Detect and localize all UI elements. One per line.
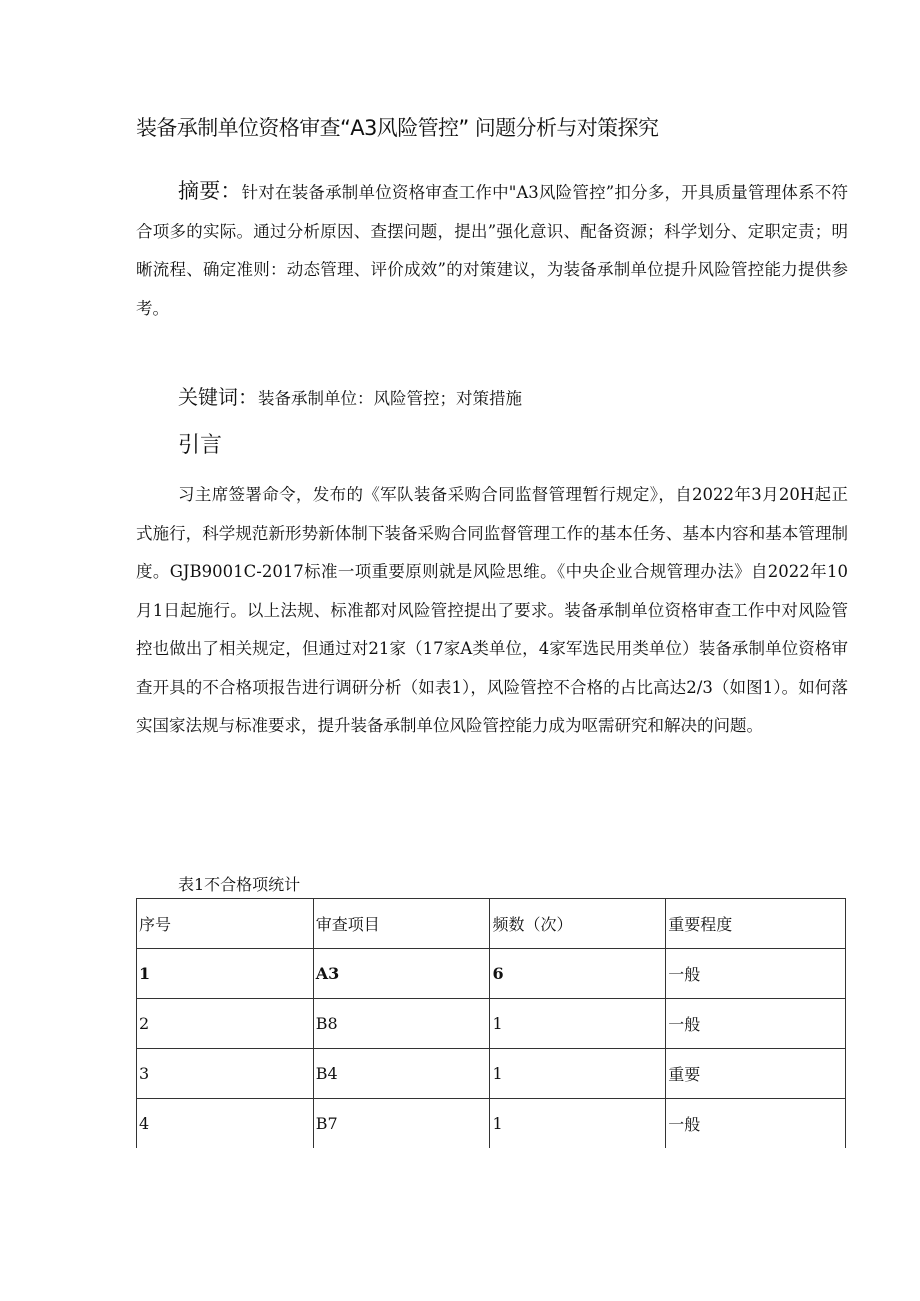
- table-caption: 表1不合格项统计: [178, 875, 301, 894]
- intro-paragraph: 习主席签署命令，发布的《军队装备采购合同监督管理暂行规定》，自2022年3月20H起正式施行，科学规范新形势新体制下装备采购合同监督管理工作的基本任务、基本内容和基本管理制度。GJB9001C-2017标准一项重要原则就是风险思维。《中央企业合规管理办法》自2022年10月1日起施行。以上法规、标准都对风险管控提出了要求。装备承制单位资格审查工作中对风险管控也做出了相关规定，但通过对21家（17家A类单位，4家军选民用类单位）装备承制单位资格审查开具的不合格项报告进行调研分析（如表1），风险管控不合格的占比高达2/3（如图1）。如何落实国家法规与标准要求，提升装备承制单位风险管控能力成为呕需研究和解决的问题。: [136, 485, 848, 735]
- table-cell: 1: [490, 1099, 666, 1149]
- table-cell: B7: [313, 1099, 490, 1149]
- section-heading-intro: 引言: [178, 433, 223, 458]
- table-cell: 一般: [666, 1099, 846, 1149]
- abstract-text: 针对在装备承制单位资格审查工作中"A3风险管控”扣分多，开具质量管理体系不符合项多的实际。通过分析原因、查摆问题，提出”强化意识、配备资源；科学划分、定职定责；明晰流程、确定准则：动态管理、评价成效”的对策建议，为装备承制单位提升风险管控能力提供参考。: [136, 183, 848, 318]
- table-cell: 一般: [666, 949, 846, 999]
- table-header-cell: 审查项目: [313, 899, 490, 949]
- table-cell: 1: [490, 999, 666, 1049]
- table-header-cell: 频数（次）: [490, 899, 666, 949]
- keywords-text: 装备承制单位：风险管控；对策措施: [258, 389, 522, 408]
- table-cell: 2: [137, 999, 314, 1049]
- table-row: [137, 999, 846, 1049]
- table-row: [137, 949, 846, 999]
- table-cell: A3: [313, 949, 490, 999]
- keywords-label: 关键词：: [178, 385, 258, 409]
- table-cell: 重要: [666, 1049, 846, 1099]
- table-cell: 1: [490, 1049, 666, 1099]
- keywords-line: [178, 380, 848, 416]
- abstract-label: 摘要：: [178, 179, 242, 203]
- document-title: 装备承制单位资格审查“A3风险管控” 问题分析与对策探究: [136, 116, 659, 140]
- table-cell: 1: [137, 949, 314, 999]
- table-cell: 一般: [666, 999, 846, 1049]
- table-cell: 6: [490, 949, 666, 999]
- abstract-paragraph: [136, 172, 848, 328]
- nonconformity-table: [136, 898, 846, 1148]
- table-row: [137, 1099, 846, 1149]
- table-header-row: [137, 899, 846, 949]
- table-cell: 4: [137, 1099, 314, 1149]
- table-header-cell: 序号: [137, 899, 314, 949]
- table-cell: B4: [313, 1049, 490, 1099]
- table-cell: 3: [137, 1049, 314, 1099]
- table-header-cell: 重要程度: [666, 899, 846, 949]
- table-row: [137, 1049, 846, 1099]
- table-cell: B8: [313, 999, 490, 1049]
